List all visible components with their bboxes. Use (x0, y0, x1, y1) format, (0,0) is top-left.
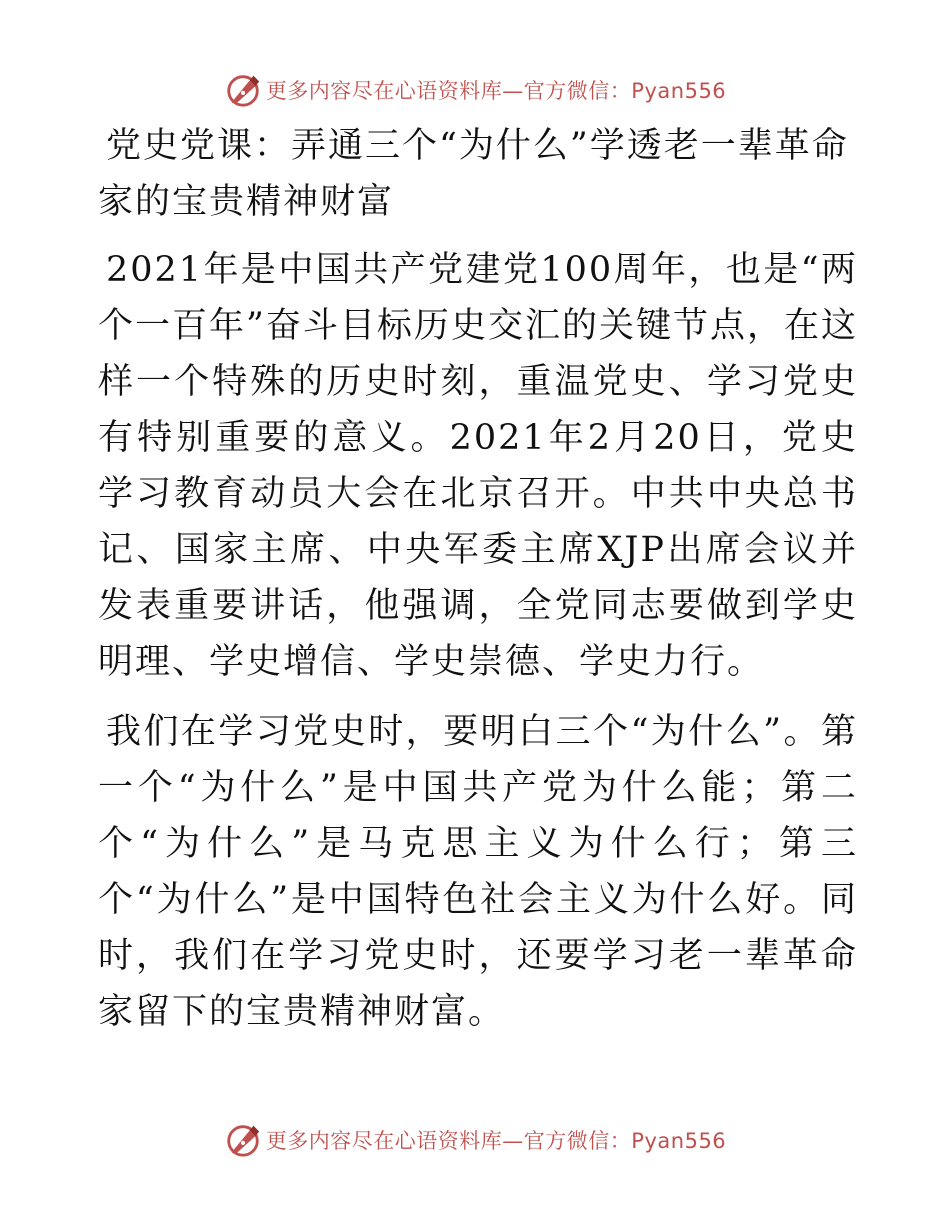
pen-nib-logo-icon (224, 1121, 262, 1159)
header-watermark (0, 70, 950, 110)
paragraph: 我们在学习党史时，要明白三个“为什么”。第一个“为什么”是中国共产党为什么能；第二个“为什么”是马克思主义为什么行；第三个“为什么”是中国特色社会主义为什么好。同时，我们在学习党史时，还要学习老一辈革命家留下的宝贵精神财富。 (98, 712, 858, 1032)
paragraph: 2021年是中国共产党建党100周年，也是“两个一百年”奋斗目标历史交汇的关键节点，在这样一个特殊的历史时刻，重温党史、学习党史有特别重要的意义。2021年2月20日，党史学习教育动员大会在北京召开。中共中央总书记、国家主席、中央军委主席XJP出席会议并发表重要讲话，他强调，全党同志要做到学史明理、学史增信、学史崇德、学史力行。 (98, 250, 858, 682)
document-title: 党史党课：弄通三个“为什么”学透老一辈革命家的宝贵精神财富 (98, 126, 849, 222)
watermark-text: 更多内容尽在心语资料库—官方微信：Pyan556 (265, 1129, 727, 1153)
watermark-text: 更多内容尽在心语资料库—官方微信：Pyan556 (265, 79, 727, 103)
pen-nib-logo-icon (224, 71, 262, 109)
footer-watermark (0, 1120, 950, 1160)
document-body (98, 118, 858, 1040)
